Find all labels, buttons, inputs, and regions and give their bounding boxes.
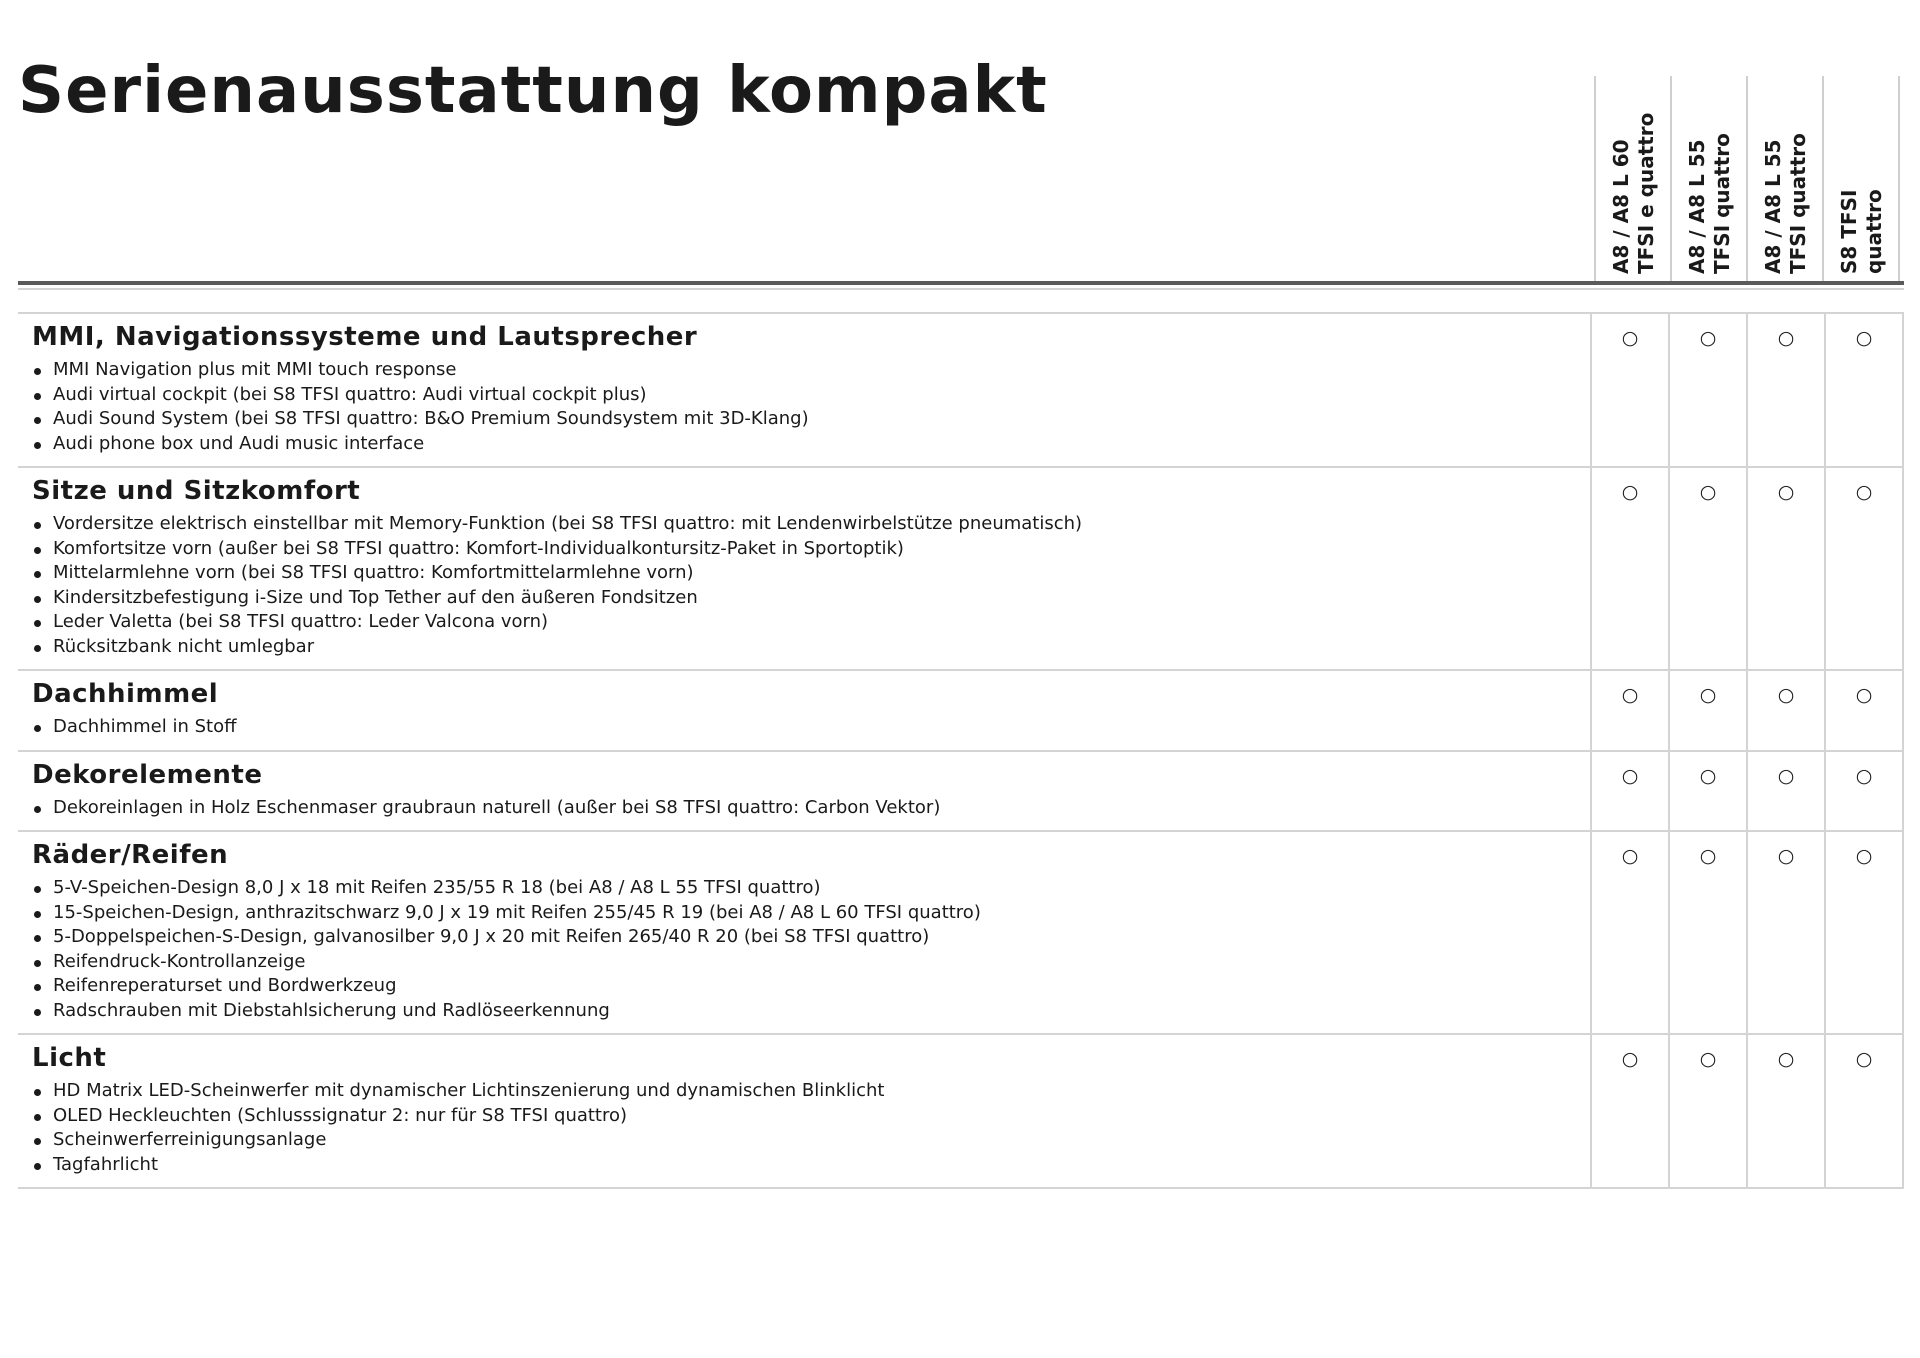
list-item: Tagfahrlicht — [32, 1153, 1576, 1178]
availability-cell — [1824, 468, 1904, 669]
column-header-a8-55-tfsi-1 — [1672, 78, 1748, 274]
list-item: Mittelarmlehne vorn (bei S8 TFSI quattro: Komfortmittelarmlehne vorn) — [32, 561, 1576, 586]
feature-list — [32, 358, 1576, 456]
standard-circle-icon: ○ — [1699, 327, 1717, 349]
equipment-table — [18, 312, 1904, 1189]
section-title: Räder/Reifen — [32, 840, 229, 870]
availability-cell — [1746, 671, 1824, 750]
standard-circle-icon: ○ — [1777, 845, 1795, 867]
list-item: 5-V-Speichen-Design 8,0 J x 18 mit Reifen 235/55 R 18 (bei A8 / A8 L 55 TFSI quattro) — [32, 876, 1576, 901]
table-row — [18, 314, 1904, 468]
standard-circle-icon: ○ — [1699, 845, 1717, 867]
column-header-s8-tfsi — [1824, 78, 1900, 274]
column-header-line: quattro — [1862, 189, 1886, 274]
feature-list — [32, 796, 1576, 821]
availability-cell — [1824, 1035, 1904, 1187]
table-row — [18, 1035, 1904, 1189]
section-title: Sitze und Sitzkomfort — [32, 476, 361, 506]
row-content — [18, 671, 1590, 750]
standard-circle-icon: ○ — [1699, 764, 1717, 787]
standard-circle-icon: ○ — [1621, 845, 1639, 867]
standard-circle-icon: ○ — [1777, 327, 1795, 349]
standard-circle-icon: ○ — [1855, 1048, 1873, 1070]
standard-circle-icon: ○ — [1855, 481, 1873, 503]
availability-cell — [1668, 468, 1746, 669]
availability-cell — [1590, 468, 1668, 669]
header-rule — [18, 281, 1904, 285]
standard-circle-icon: ○ — [1855, 764, 1873, 787]
column-header-line: A8 / A8 L 55 — [1685, 139, 1709, 274]
feature-list — [32, 512, 1576, 659]
row-content — [18, 468, 1590, 669]
standard-circle-icon: ○ — [1699, 1048, 1717, 1070]
list-item: Kindersitzbefestigung i-Size und Top Tether auf den äußeren Fondsitzen — [32, 586, 1576, 611]
list-item: HD Matrix LED-Scheinwerfer mit dynamischer Lichtinszenierung und dynamischen Blinklicht — [32, 1079, 1576, 1104]
list-item: OLED Heckleuchten (Schlusssignatur 2: nur für S8 TFSI quattro) — [32, 1104, 1576, 1129]
standard-circle-icon: ○ — [1855, 684, 1873, 706]
row-content — [18, 832, 1590, 1033]
list-item: Komfortsitze vorn (außer bei S8 TFSI quattro: Komfort-Individualkontursitz-Paket in Sportoptik) — [32, 537, 1576, 562]
list-item: Audi phone box und Audi music interface — [32, 432, 1576, 457]
availability-cells — [1590, 468, 1904, 669]
column-header-line: TFSI quattro — [1786, 133, 1810, 274]
availability-cell — [1590, 832, 1668, 1033]
availability-cell — [1590, 671, 1668, 750]
availability-cell — [1746, 832, 1824, 1033]
page-title: Serienausstattung kompakt — [18, 54, 1048, 128]
standard-circle-icon: ○ — [1855, 845, 1873, 867]
availability-cell — [1746, 752, 1824, 831]
row-content — [18, 1035, 1590, 1187]
availability-cells — [1590, 1035, 1904, 1187]
column-header-a8-60-tfsi-e — [1596, 78, 1672, 274]
column-header-line: A8 / A8 L 60 — [1609, 139, 1633, 274]
list-item: Reifendruck-Kontrollanzeige — [32, 950, 1576, 975]
availability-cell — [1824, 752, 1904, 831]
standard-circle-icon: ○ — [1621, 684, 1639, 706]
availability-cell — [1668, 314, 1746, 466]
standard-circle-icon: ○ — [1621, 481, 1639, 503]
list-item: Leder Valetta (bei S8 TFSI quattro: Leder Valcona vorn) — [32, 610, 1576, 635]
table-row — [18, 468, 1904, 671]
section-title: Dekorelemente — [32, 759, 263, 790]
availability-cell — [1668, 671, 1746, 750]
availability-cell — [1824, 314, 1904, 466]
availability-cell — [1824, 671, 1904, 750]
availability-cells — [1590, 832, 1904, 1033]
list-item: Vordersitze elektrisch einstellbar mit Memory-Funktion (bei S8 TFSI quattro: mit Lendenwirbelstütze pneumatisch) — [32, 512, 1576, 537]
feature-list — [32, 1079, 1576, 1177]
section-title: Dachhimmel — [32, 679, 219, 709]
standard-circle-icon: ○ — [1777, 481, 1795, 503]
column-header-line: TFSI e quattro — [1634, 112, 1658, 274]
availability-cell — [1824, 832, 1904, 1033]
availability-cell — [1746, 314, 1824, 466]
list-item: Reifenreperaturset und Bordwerkzeug — [32, 974, 1576, 999]
availability-cell — [1746, 1035, 1824, 1187]
availability-cell — [1590, 752, 1668, 831]
list-item: Rücksitzbank nicht umlegbar — [32, 635, 1576, 660]
standard-circle-icon: ○ — [1621, 327, 1639, 349]
row-content — [18, 314, 1590, 466]
availability-cell — [1746, 468, 1824, 669]
standard-circle-icon: ○ — [1699, 481, 1717, 503]
column-header-line: S8 TFSI — [1837, 189, 1861, 274]
list-item: Dekoreinlagen in Holz Eschenmaser graubraun naturell (außer bei S8 TFSI quattro: Carbon Vektor) — [32, 796, 1576, 821]
column-header-line: TFSI quattro — [1710, 133, 1734, 274]
standard-circle-icon: ○ — [1777, 764, 1795, 787]
list-item: Scheinwerferreinigungsanlage — [32, 1128, 1576, 1153]
standard-circle-icon: ○ — [1699, 684, 1717, 706]
column-header-label — [1609, 113, 1659, 274]
column-header-label — [1685, 133, 1735, 274]
list-item: Dachhimmel in Stoff — [32, 715, 1576, 740]
row-content — [18, 752, 1590, 831]
standard-circle-icon: ○ — [1777, 684, 1795, 706]
list-item: MMI Navigation plus mit MMI touch response — [32, 358, 1576, 383]
availability-cells — [1590, 314, 1904, 466]
column-header-label — [1837, 189, 1887, 274]
availability-cell — [1668, 832, 1746, 1033]
feature-list — [32, 715, 1576, 740]
availability-cell — [1590, 314, 1668, 466]
availability-cells — [1590, 671, 1904, 750]
availability-cells — [1590, 752, 1904, 831]
column-header-label — [1761, 133, 1811, 274]
availability-cell — [1668, 752, 1746, 831]
header-rule-thin — [18, 288, 1904, 290]
standard-circle-icon: ○ — [1621, 764, 1639, 787]
standard-circle-icon: ○ — [1855, 327, 1873, 349]
section-title: Licht — [32, 1043, 107, 1073]
table-row — [18, 671, 1904, 752]
standard-circle-icon: ○ — [1777, 1048, 1795, 1070]
table-row — [18, 752, 1904, 833]
availability-cell — [1668, 1035, 1746, 1187]
column-header-a8-55-tfsi-2 — [1748, 78, 1824, 274]
column-header-line: A8 / A8 L 55 — [1761, 139, 1785, 274]
section-title: MMI, Navigationssysteme und Lautsprecher — [32, 322, 698, 352]
list-item: Radschrauben mit Diebstahlsicherung und Radlöseerkennung — [32, 999, 1576, 1024]
standard-circle-icon: ○ — [1621, 1048, 1639, 1070]
availability-cell — [1590, 1035, 1668, 1187]
list-item: Audi virtual cockpit (bei S8 TFSI quattro: Audi virtual cockpit plus) — [32, 383, 1576, 408]
list-item: Audi Sound System (bei S8 TFSI quattro: B&O Premium Soundsystem mit 3D-Klang) — [32, 407, 1576, 432]
list-item: 15-Speichen-Design, anthrazitschwarz 9,0 J x 19 mit Reifen 255/45 R 19 (bei A8 / A8 L 60 TFSI quattro) — [32, 901, 1576, 926]
list-item: 5-Doppelspeichen-S-Design, galvanosilber 9,0 J x 20 mit Reifen 265/40 R 20 (bei S8 TFSI quattro) — [32, 925, 1576, 950]
table-row — [18, 832, 1904, 1035]
feature-list — [32, 876, 1576, 1023]
